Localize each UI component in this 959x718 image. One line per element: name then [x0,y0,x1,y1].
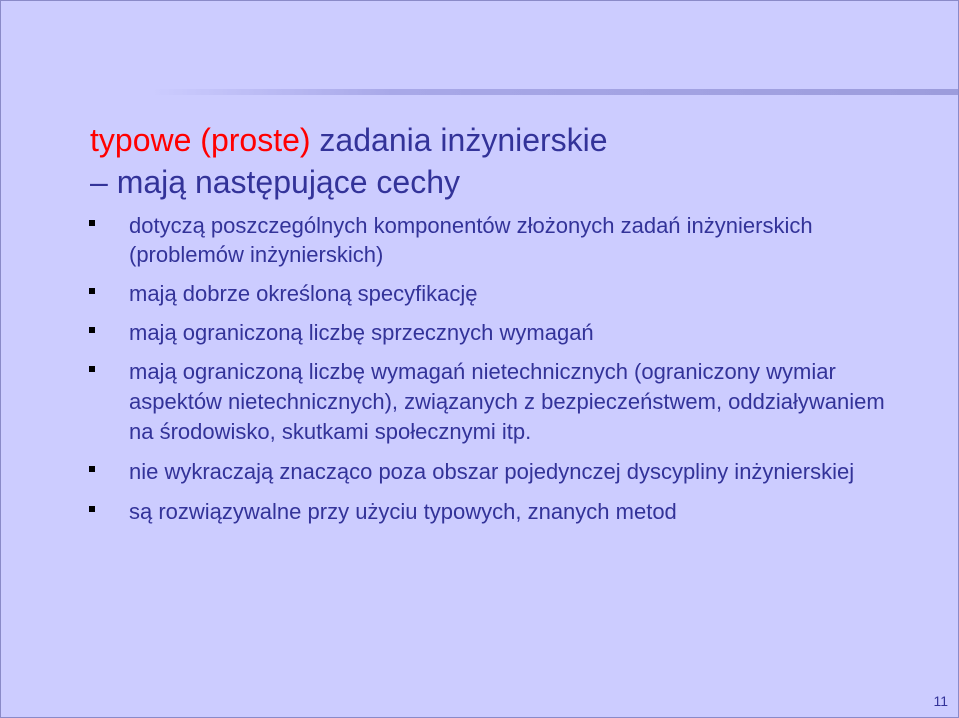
title-rest: zadania inżynierskie [310,122,608,158]
slide-title [90,119,608,203]
bullet-text: mają ograniczoną liczbę wymagań nietechnicznych (ograniczony wymiar aspektów nietechnicznych), związanych z bezpieczeństwem, oddziaływaniem na środowisko, skutkami społecznymi itp. [129,359,885,444]
bullet-item [89,318,889,347]
bullet-text: mają ograniczoną liczbę sprzecznych wymagań [129,320,594,345]
title-rule [151,89,958,95]
square-bullet-icon [89,466,95,472]
square-bullet-icon [89,506,95,512]
bullet-text: nie wykraczają znacząco poza obszar pojedynczej dyscypliny inżynierskiej [129,459,855,484]
page-number: 11 [933,693,948,709]
bullet-text: mają dobrze określoną specyfikację [129,281,478,306]
bullet-item [89,279,889,308]
title-line2: – mają następujące cechy [90,164,460,200]
bullet-list [89,211,889,537]
square-bullet-icon [89,366,95,372]
bullet-text: dotyczą poszczególnych komponentów złożonych zadań inżynierskich (problemów inżynierskich) [129,213,813,267]
square-bullet-icon [89,288,95,294]
bullet-item [89,357,889,447]
square-bullet-icon [89,327,95,333]
bullet-text: są rozwiązywalne przy użyciu typowych, znanych metod [129,499,677,524]
square-bullet-icon [89,220,95,226]
title-accent: typowe (proste) [90,122,311,158]
bullet-item [89,497,889,527]
bullet-item [89,457,889,487]
bullet-item [89,211,889,269]
